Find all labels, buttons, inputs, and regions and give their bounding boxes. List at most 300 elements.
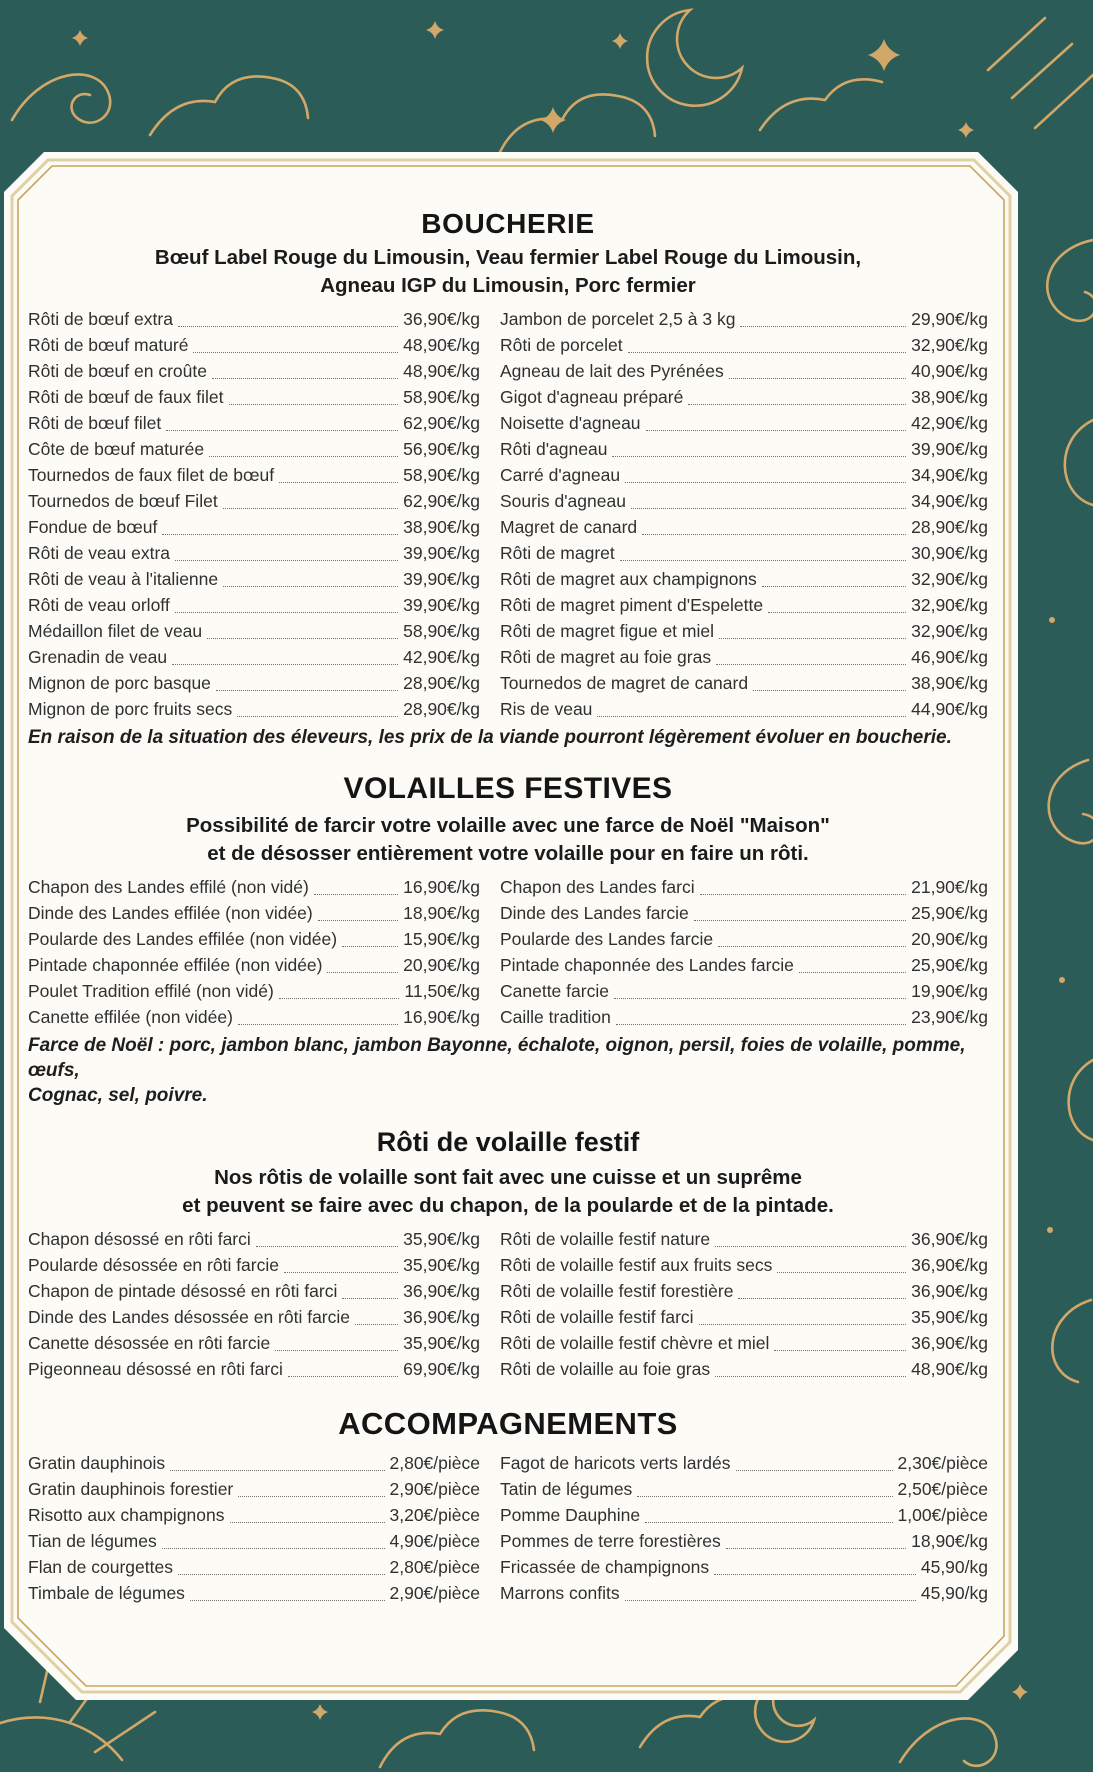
menu-item-name: Pigeonneau désossé en rôti farci	[28, 1359, 283, 1379]
dotted-leader	[740, 306, 906, 327]
menu-item-row	[500, 874, 988, 900]
menu-item-price: 25,90€/kg	[911, 903, 988, 923]
menu-item-row	[500, 978, 988, 1004]
menu-item-row	[500, 514, 988, 540]
menu-item-row	[28, 696, 480, 722]
menu-item-name: Chapon désossé en rôti farci	[28, 1229, 251, 1249]
dotted-leader	[736, 1450, 893, 1471]
menu-item-row	[500, 540, 988, 566]
menu-item-name: Pintade chaponnée effilée (non vidée)	[28, 955, 323, 975]
menu-item-price: 20,90€/kg	[911, 929, 988, 949]
dotted-leader	[597, 696, 906, 717]
section-subtitle-line: Bœuf Label Rouge du Limousin, Veau fermier Label Rouge du Limousin,	[154, 246, 862, 269]
dotted-leader	[726, 1528, 906, 1549]
menu-item-name: Rôti de volaille festif farci	[500, 1307, 694, 1327]
menu-item-row	[500, 644, 988, 670]
menu-item-price: 1,00€/pièce	[897, 1505, 988, 1525]
menu-item-row	[500, 1226, 988, 1252]
dotted-leader	[631, 488, 906, 509]
menu-item-price: 2,50€/pièce	[897, 1479, 988, 1499]
menu-item-price: 45,90/kg	[920, 1583, 988, 1603]
dotted-leader	[768, 592, 906, 613]
menu-item-row	[500, 332, 988, 358]
menu-item-name: Rôti de veau à l'italienne	[28, 569, 219, 589]
dotted-leader	[238, 1004, 398, 1025]
menu-item-price: 36,90€/kg	[911, 1333, 988, 1353]
dotted-leader	[715, 1226, 906, 1247]
menu-item-price: 39,90€/kg	[403, 595, 480, 615]
dotted-leader	[799, 952, 906, 973]
menu-item-name: Canette désossée en rôti farcie	[28, 1333, 271, 1353]
menu-item-row	[28, 1450, 480, 1476]
dotted-leader	[175, 540, 398, 561]
menu-columns	[28, 874, 988, 1030]
dotted-leader	[178, 306, 398, 327]
menu-item-row	[28, 514, 480, 540]
menu-item-name: Côte de bœuf maturée	[28, 439, 205, 459]
swirl-icon	[900, 1718, 997, 1765]
menu-item-price: 35,90€/kg	[403, 1333, 480, 1353]
menu-item-row	[28, 952, 480, 978]
menu-item-row	[28, 592, 480, 618]
menu-item-row	[28, 358, 480, 384]
menu-item-name: Rôti de magret	[500, 543, 615, 563]
dotted-leader	[714, 1554, 916, 1575]
menu-item-row	[28, 1004, 480, 1030]
dotted-leader	[620, 540, 906, 561]
menu-item-price: 28,90€/kg	[403, 673, 480, 693]
menu-item-row	[28, 644, 480, 670]
menu-item-name: Noisette d'agneau	[500, 413, 641, 433]
menu-item-price: 36,90€/kg	[403, 309, 480, 329]
menu-item-name: Fagot de haricots verts lardés	[500, 1453, 731, 1473]
menu-item-row	[500, 1580, 988, 1606]
menu-item-price: 2,80€/pièce	[389, 1557, 480, 1577]
dotted-leader	[718, 926, 906, 947]
section-footnote: Farce de Noël : porc, jambon blanc, jambon Bayonne, échalote, oignon, persil, foies de volaille, pomme, œufs,	[28, 1035, 966, 1081]
dotted-leader	[715, 1356, 906, 1377]
menu-item-name: Mignon de porc basque	[28, 673, 211, 693]
menu-item-price: 15,90€/kg	[403, 929, 480, 949]
menu-item-name: Rôti de volaille festif forestière	[500, 1281, 734, 1301]
dotted-leader	[190, 1580, 385, 1601]
menu-item-price: 32,90€/kg	[911, 569, 988, 589]
swirl-icon	[1047, 240, 1093, 1382]
menu-item-price: 58,90€/kg	[403, 387, 480, 407]
menu-item-row	[28, 618, 480, 644]
menu-item-name: Chapon des Landes farci	[500, 877, 695, 897]
menu-item-price: 36,90€/kg	[911, 1229, 988, 1249]
menu-item-row	[28, 1278, 480, 1304]
menu-item-price: 32,90€/kg	[911, 621, 988, 641]
menu-item-name: Canette farcie	[500, 981, 609, 1001]
menu-item-name: Souris d'agneau	[500, 491, 626, 511]
dotted-leader	[699, 1304, 907, 1325]
menu-item-row	[500, 1502, 988, 1528]
menu-item-name: Rôti de veau orloff	[28, 595, 170, 615]
menu-item-row	[500, 926, 988, 952]
menu-item-name: Flan de courgettes	[28, 1557, 173, 1577]
menu-item-row	[28, 566, 480, 592]
dotted-leader	[625, 1580, 916, 1601]
menu-item-price: 45,90/kg	[920, 1557, 988, 1577]
section-boucherie	[28, 208, 988, 750]
cloud-icon	[380, 1696, 755, 1767]
menu-item-name: Pomme Dauphine	[500, 1505, 641, 1525]
menu-item-name: Rôti de bœuf filet	[28, 413, 162, 433]
sparkle-star-icon	[1047, 617, 1065, 1233]
dotted-leader	[256, 1226, 398, 1247]
dotted-leader	[223, 566, 398, 587]
section-roti-volaille-festif	[28, 1126, 988, 1382]
menu-item-price: 4,90€/pièce	[389, 1531, 480, 1551]
menu-item-name: Rôti de porcelet	[500, 335, 623, 355]
dotted-leader	[628, 332, 907, 353]
dotted-leader	[216, 670, 398, 691]
celestial-ornament-top	[0, 0, 1093, 175]
menu-item-name: Agneau de lait des Pyrénées	[500, 361, 724, 381]
menu-item-price: 16,90€/kg	[403, 877, 480, 897]
section-subtitle-line: et peuvent se faire avec du chapon, de la poularde et de la pintade.	[182, 1194, 834, 1217]
menu-item-price: 38,90€/kg	[403, 517, 480, 537]
menu-item-price: 29,90€/kg	[911, 309, 988, 329]
menu-item-name: Pommes de terre forestières	[500, 1531, 721, 1551]
menu-item-row	[28, 900, 480, 926]
menu-item-price: 62,90€/kg	[403, 491, 480, 511]
section-subtitle-line: Possibilité de farcir votre volaille avec une farce de Noël "Maison"	[186, 814, 830, 837]
menu-item-row	[500, 1304, 988, 1330]
menu-item-name: Grenadin de veau	[28, 647, 168, 667]
menu-item-name: Gigot d'agneau préparé	[500, 387, 684, 407]
dotted-leader	[209, 436, 398, 457]
dotted-leader	[314, 874, 398, 895]
dotted-leader	[166, 410, 398, 431]
menu-item-row	[500, 1528, 988, 1554]
menu-item-row	[28, 1580, 480, 1606]
menu-item-price: 23,90€/kg	[911, 1007, 988, 1027]
menu-item-row	[28, 384, 480, 410]
menu-item-row	[500, 1004, 988, 1030]
menu-item-row	[28, 488, 480, 514]
dotted-leader	[288, 1356, 398, 1377]
dotted-leader	[284, 1252, 398, 1273]
menu-item-row	[500, 952, 988, 978]
dotted-leader	[275, 1330, 398, 1351]
menu-item-row	[28, 670, 480, 696]
menu-item-name: Carré d'agneau	[500, 465, 621, 485]
menu-item-name: Rôti de magret aux champignons	[500, 569, 757, 589]
menu-item-name: Rôti de bœuf maturé	[28, 335, 189, 355]
menu-item-name: Caille tradition	[500, 1007, 611, 1027]
menu-item-row	[28, 332, 480, 358]
menu-item-price: 58,90€/kg	[403, 621, 480, 641]
menu-item-name: Mignon de porc fruits secs	[28, 699, 233, 719]
dotted-leader	[616, 1004, 906, 1025]
menu-item-row	[28, 1356, 480, 1382]
menu-item-name: Tournedos de faux filet de bœuf	[28, 465, 275, 485]
section-subtitle-line: et de désosser entièrement votre volaille pour en faire un rôti.	[207, 842, 809, 865]
dotted-leader	[774, 1330, 906, 1351]
menu-item-row	[28, 874, 480, 900]
section-accompagnements	[28, 1406, 988, 1606]
dotted-leader	[170, 1450, 384, 1471]
menu-item-price: 11,50€/kg	[404, 981, 480, 1001]
menu-item-row	[28, 1304, 480, 1330]
dotted-leader	[162, 1528, 385, 1549]
section-title: BOUCHERIE	[421, 208, 595, 239]
menu-item-row	[500, 670, 988, 696]
menu-item-price: 36,90€/kg	[911, 1281, 988, 1301]
menu-item-name: Rôti de volaille au foie gras	[500, 1359, 711, 1379]
menu-item-name: Rôti de bœuf extra	[28, 309, 173, 329]
menu-columns	[28, 306, 988, 722]
dotted-leader	[646, 410, 907, 431]
menu-columns	[28, 1450, 988, 1606]
swirl-icon	[12, 74, 110, 122]
dotted-leader	[762, 566, 906, 587]
menu-item-price: 56,90€/kg	[403, 439, 480, 459]
menu-item-row	[500, 1356, 988, 1382]
menu-item-price: 69,90€/kg	[403, 1359, 480, 1379]
menu-item-price: 3,20€/pièce	[389, 1505, 480, 1525]
dotted-leader	[700, 874, 907, 895]
menu-item-price: 16,90€/kg	[403, 1007, 480, 1027]
dotted-leader	[753, 670, 906, 691]
menu-item-row	[28, 540, 480, 566]
menu-item-name: Rôti de volaille festif chèvre et miel	[500, 1333, 770, 1353]
menu-item-name: Rôti d'agneau	[500, 439, 608, 459]
dotted-leader	[342, 1278, 398, 1299]
menu-item-row	[28, 436, 480, 462]
dotted-leader	[738, 1278, 906, 1299]
menu-item-row	[28, 1502, 480, 1528]
menu-item-price: 36,90€/kg	[403, 1307, 480, 1327]
menu-item-name: Chapon de pintade désossé en rôti farci	[28, 1281, 338, 1301]
menu-item-row	[28, 1476, 480, 1502]
dotted-leader	[642, 514, 906, 535]
menu-item-row	[500, 1554, 988, 1580]
menu-item-row	[500, 358, 988, 384]
dotted-leader	[625, 462, 906, 483]
menu-item-price: 28,90€/kg	[911, 517, 988, 537]
dotted-leader	[229, 384, 399, 405]
menu-item-price: 36,90€/kg	[911, 1255, 988, 1275]
menu-item-name: Poularde des Landes effilée (non vidée)	[28, 929, 338, 949]
menu-item-price: 39,90€/kg	[403, 569, 480, 589]
menu-item-price: 18,90€/kg	[403, 903, 480, 923]
menu-column-right	[500, 1450, 988, 1606]
menu-item-row	[28, 1252, 480, 1278]
dotted-leader	[172, 644, 398, 665]
menu-item-name: Rôti de bœuf de faux filet	[28, 387, 224, 407]
dotted-leader	[279, 978, 400, 999]
menu-item-name: Tatin de légumes	[500, 1479, 633, 1499]
menu-item-price: 35,90€/kg	[403, 1255, 480, 1275]
gold-swirl-right-strip	[1010, 0, 1093, 1772]
menu-item-row	[500, 696, 988, 722]
menu-item-name: Tournedos de magret de canard	[500, 673, 749, 693]
menu-column-right	[500, 874, 988, 1030]
menu-item-price: 30,90€/kg	[911, 543, 988, 563]
dotted-leader	[719, 618, 906, 639]
menu-item-name: Fricassée de champignons	[500, 1557, 710, 1577]
dotted-leader	[162, 514, 398, 535]
menu-item-name: Poularde des Landes farcie	[500, 929, 714, 949]
menu-item-price: 2,90€/pièce	[389, 1479, 480, 1499]
menu-item-price: 20,90€/kg	[403, 955, 480, 975]
menu-panel	[4, 152, 1018, 1700]
menu-item-row	[500, 1476, 988, 1502]
menu-item-row	[500, 384, 988, 410]
menu-item-name: Poularde désossée en rôti farcie	[28, 1255, 279, 1275]
section-title: Rôti de volaille festif	[376, 1127, 640, 1157]
dotted-leader	[645, 1502, 892, 1523]
menu-item-name: Rôti de magret au foie gras	[500, 647, 712, 667]
sparkle-star-icon	[72, 21, 974, 138]
menu-column-left	[28, 1226, 480, 1382]
menu-columns	[28, 1226, 988, 1382]
menu-item-price: 48,90€/kg	[403, 361, 480, 381]
menu-item-name: Poulet Tradition effilé (non vidé)	[28, 981, 274, 1001]
menu-item-name: Tournedos de bœuf Filet	[28, 491, 218, 511]
menu-item-price: 34,90€/kg	[911, 465, 988, 485]
menu-item-name: Fondue de bœuf	[28, 517, 158, 537]
menu-item-row	[28, 1554, 480, 1580]
menu-item-price: 2,80€/pièce	[389, 1453, 480, 1473]
dotted-leader	[694, 900, 906, 921]
menu-item-name: Jambon de porcelet 2,5 à 3 kg	[500, 309, 736, 329]
menu-item-price: 38,90€/kg	[911, 673, 988, 693]
menu-column-left	[28, 1450, 480, 1606]
dotted-leader	[355, 1304, 398, 1325]
menu-item-name: Magret de canard	[500, 517, 638, 537]
menu-item-price: 58,90€/kg	[403, 465, 480, 485]
dotted-leader	[716, 644, 906, 665]
menu-item-price: 36,90€/kg	[403, 1281, 480, 1301]
menu-item-price: 32,90€/kg	[911, 595, 988, 615]
section-title: ACCOMPAGNEMENTS	[338, 1406, 678, 1441]
menu-item-name: Dinde des Landes désossée en rôti farcie	[28, 1307, 351, 1327]
menu-item-row	[28, 1226, 480, 1252]
menu-item-row	[500, 462, 988, 488]
menu-item-name: Ris de veau	[500, 699, 593, 719]
menu-item-name: Tian de légumes	[28, 1531, 157, 1551]
menu-item-price: 40,90€/kg	[911, 361, 988, 381]
menu-item-price: 34,90€/kg	[911, 491, 988, 511]
menu-item-row	[500, 900, 988, 926]
dotted-leader	[729, 358, 906, 379]
menu-item-price: 44,90€/kg	[911, 699, 988, 719]
menu-item-name: Rôti de veau extra	[28, 543, 171, 563]
menu-item-name: Gratin dauphinois	[28, 1453, 166, 1473]
menu-content	[4, 152, 1018, 1606]
menu-item-name: Chapon des Landes effilé (non vidé)	[28, 877, 309, 897]
menu-item-price: 39,90€/kg	[403, 543, 480, 563]
menu-column-left	[28, 874, 480, 1030]
dotted-leader	[212, 358, 398, 379]
dotted-leader	[230, 1502, 385, 1523]
menu-item-price: 42,90€/kg	[911, 413, 988, 433]
dotted-leader	[342, 926, 398, 947]
menu-item-row	[500, 306, 988, 332]
menu-item-row	[500, 566, 988, 592]
menu-item-price: 28,90€/kg	[403, 699, 480, 719]
dotted-leader	[612, 436, 906, 457]
menu-item-row	[28, 978, 480, 1004]
menu-item-row	[500, 1450, 988, 1476]
menu-item-row	[500, 410, 988, 436]
menu-item-name: Risotto aux champignons	[28, 1505, 225, 1525]
menu-item-row	[28, 1528, 480, 1554]
section-subtitle-line: Nos rôtis de volaille sont fait avec une cuisse et un suprême	[214, 1166, 802, 1189]
menu-column-right	[500, 1226, 988, 1382]
menu-item-row	[500, 488, 988, 514]
menu-item-price: 35,90€/kg	[403, 1229, 480, 1249]
menu-item-name: Dinde des Landes effilée (non vidée)	[28, 903, 313, 923]
section-volailles-festives	[28, 772, 988, 1108]
menu-item-price: 46,90€/kg	[911, 647, 988, 667]
menu-item-price: 2,30€/pièce	[897, 1453, 988, 1473]
menu-item-price: 62,90€/kg	[403, 413, 480, 433]
menu-column-right	[500, 306, 988, 722]
cloud-icon	[150, 76, 882, 152]
menu-item-name: Rôti de bœuf en croûte	[28, 361, 207, 381]
menu-item-price: 35,90€/kg	[911, 1307, 988, 1327]
menu-item-name: Pintade chaponnée des Landes farcie	[500, 955, 794, 975]
dotted-leader	[279, 462, 398, 483]
menu-item-row	[28, 410, 480, 436]
menu-item-price: 42,90€/kg	[403, 647, 480, 667]
dotted-leader	[318, 900, 398, 921]
menu-item-price: 32,90€/kg	[911, 335, 988, 355]
menu-item-name: Timbale de légumes	[28, 1583, 185, 1603]
menu-column-left	[28, 306, 480, 722]
dotted-leader	[175, 592, 398, 613]
menu-item-row	[500, 618, 988, 644]
section-footnote: Cognac, sel, poivre.	[28, 1085, 208, 1106]
menu-item-name: Rôti de volaille festif aux fruits secs	[500, 1255, 773, 1275]
menu-item-price: 39,90€/kg	[911, 439, 988, 459]
menu-item-price: 48,90€/kg	[911, 1359, 988, 1379]
dotted-leader	[637, 1476, 892, 1497]
menu-item-name: Dinde des Landes farcie	[500, 903, 689, 923]
dotted-leader	[614, 978, 906, 999]
menu-item-name: Marrons confits	[500, 1583, 620, 1603]
menu-item-name: Rôti de volaille festif nature	[500, 1229, 711, 1249]
crescent-moon-icon	[647, 10, 742, 106]
menu-item-row	[28, 306, 480, 332]
menu-item-name: Canette effilée (non vidée)	[28, 1007, 233, 1027]
dotted-leader	[207, 618, 398, 639]
dotted-leader	[238, 1476, 384, 1497]
section-subtitle-line: Agneau IGP du Limousin, Porc fermier	[320, 274, 696, 297]
dotted-leader	[178, 1554, 385, 1575]
dotted-leader	[688, 384, 906, 405]
section-footnote: En raison de la situation des éleveurs, les prix de la viande pourront légèrement évoluer en boucherie.	[28, 727, 952, 748]
menu-item-name: Rôti de magret piment d'Espelette	[500, 595, 764, 615]
menu-item-price: 21,90€/kg	[911, 877, 988, 897]
menu-item-row	[500, 436, 988, 462]
menu-item-name: Médaillon filet de veau	[28, 621, 203, 641]
menu-item-name: Rôti de magret figue et miel	[500, 621, 714, 641]
menu-item-row	[28, 1330, 480, 1356]
menu-item-price: 48,90€/kg	[403, 335, 480, 355]
dotted-leader	[193, 332, 398, 353]
menu-item-name: Gratin dauphinois forestier	[28, 1479, 234, 1499]
menu-item-price: 25,90€/kg	[911, 955, 988, 975]
menu-item-row	[28, 462, 480, 488]
section-title: VOLAILLES FESTIVES	[343, 772, 673, 805]
